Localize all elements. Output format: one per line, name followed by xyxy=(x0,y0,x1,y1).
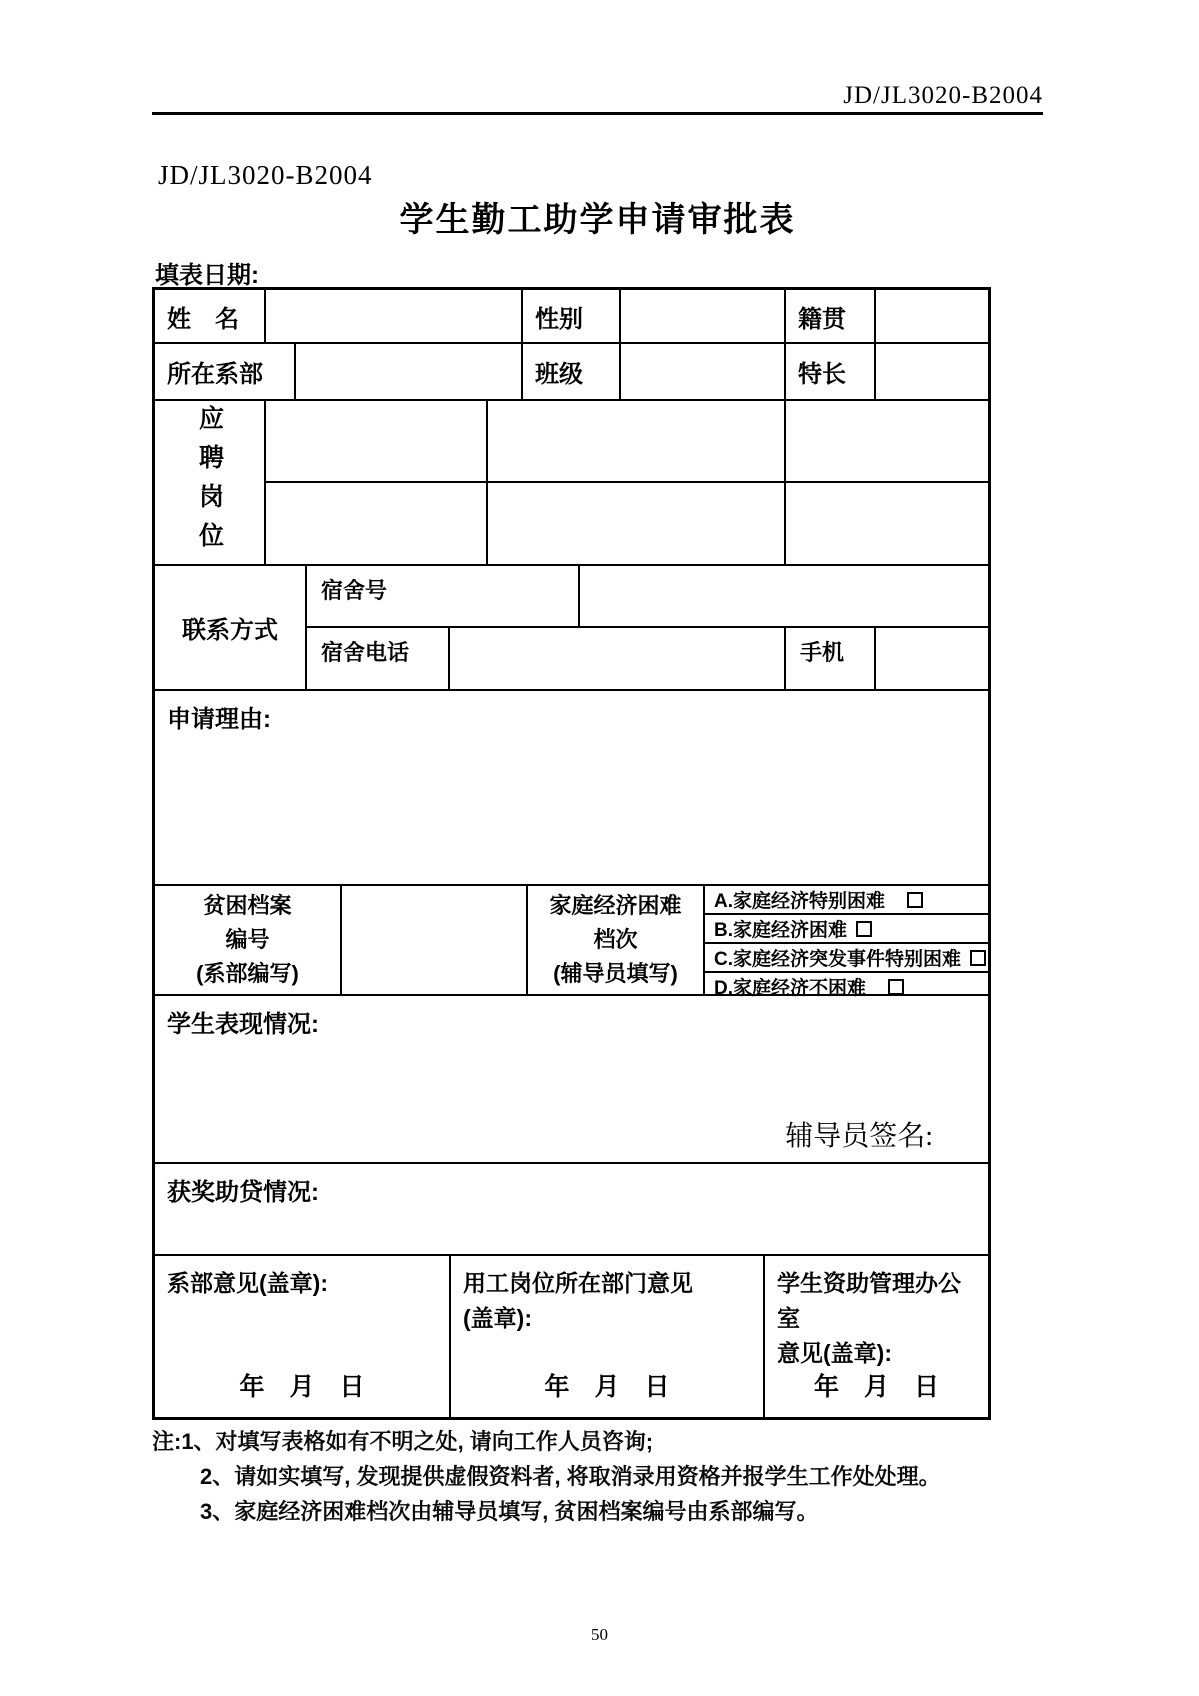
option-c-row xyxy=(705,944,988,973)
aid-office-opinion-cell xyxy=(765,1256,988,1417)
option-c-label: C.家庭经济突发事件特别困难 xyxy=(714,949,962,970)
native-place-value-cell xyxy=(876,290,988,344)
name-label: 姓 名 xyxy=(155,290,266,344)
poverty-file-line1: 贫困档案 xyxy=(203,893,292,918)
aid-office-opinion-line2: 意见(盖章): xyxy=(777,1340,892,1366)
position-label-cell xyxy=(155,401,266,566)
poverty-file-value-cell xyxy=(342,886,528,996)
department-opinion-header xyxy=(155,1256,449,1301)
specialty-label: 特长 xyxy=(786,344,876,401)
option-b-row xyxy=(705,915,988,944)
department-opinion-cell xyxy=(155,1256,451,1417)
performance-cell xyxy=(155,996,988,1164)
note-line-3: 3、家庭经济困难档次由辅导员填写, 贫困档案编号由系部编写。 xyxy=(200,1499,819,1524)
class-label: 班级 xyxy=(523,344,621,401)
position-row1-cell2 xyxy=(488,401,786,483)
aid-office-opinion-line1: 学生资助管理办公室 xyxy=(777,1270,961,1331)
poverty-file-label-cell xyxy=(155,886,342,996)
difficulty-options-cell xyxy=(705,886,988,999)
mobile-value-cell xyxy=(876,628,988,691)
difficulty-level-label-cell xyxy=(528,886,705,996)
header-doc-code: JD/JL3020-B2004 xyxy=(843,82,1043,109)
dorm-phone-label: 宿舍电话 xyxy=(307,628,450,691)
difficulty-level-line1: 家庭经济困难 xyxy=(549,893,682,918)
class-value-cell xyxy=(621,344,786,401)
reason-label: 申请理由: xyxy=(167,706,271,733)
employer-opinion-line2: (盖章): xyxy=(463,1305,532,1331)
name-value-cell xyxy=(266,290,523,344)
aid-office-opinion-date: 年 月 日 xyxy=(813,1373,939,1401)
option-b-label: B.家庭经济困难 xyxy=(714,920,848,941)
option-a-checkbox-icon xyxy=(907,892,923,908)
department-opinion-line1: 系部意见(盖章): xyxy=(167,1270,328,1296)
doc-code: JD/JL3020-B2004 xyxy=(158,160,373,190)
option-a-row xyxy=(705,886,988,915)
department-value-cell xyxy=(296,344,523,401)
native-place-label: 籍贯 xyxy=(786,290,876,344)
note-line-1: 注:1、对填写表格如有不明之处, 请向工作人员咨询; xyxy=(152,1429,654,1454)
position-row2-cell1 xyxy=(266,483,488,566)
dorm-number-value-cell xyxy=(580,566,988,628)
gender-value-cell xyxy=(621,290,786,344)
fill-date-label: 填表日期: xyxy=(155,262,259,289)
performance-label: 学生表现情况: xyxy=(167,1011,319,1038)
position-row1-cell1 xyxy=(266,401,488,483)
department-opinion-date: 年 月 日 xyxy=(239,1373,365,1401)
counselor-sign-label: 辅导员签名: xyxy=(785,1121,933,1152)
option-c-checkbox-icon xyxy=(970,950,986,966)
footnotes xyxy=(152,1424,1012,1529)
option-d-label: D.家庭经济不困难 xyxy=(714,978,867,999)
page-number: 50 xyxy=(591,1625,608,1644)
form-title: 学生勤工助学申请审批表 xyxy=(399,201,796,239)
application-form-table xyxy=(152,287,991,1420)
reason-cell xyxy=(155,691,988,886)
position-row1-cell3 xyxy=(786,401,988,483)
option-d-checkbox-icon xyxy=(888,979,904,995)
position-row2-cell3 xyxy=(786,483,988,566)
dorm-phone-value-cell xyxy=(450,628,786,691)
option-b-checkbox-icon xyxy=(856,921,872,937)
employer-opinion-line1: 用工岗位所在部门意见 xyxy=(463,1270,693,1296)
note-line-2: 2、请如实填写, 发现提供虚假资料者, 将取消录用资格并报学生工作处处理。 xyxy=(200,1464,941,1489)
position-row2-cell2 xyxy=(488,483,786,566)
aid-office-opinion-header xyxy=(765,1256,988,1371)
option-a-label: A.家庭经济特别困难 xyxy=(714,891,886,912)
employer-opinion-date: 年 月 日 xyxy=(544,1373,670,1401)
awards-label: 获奖助贷情况: xyxy=(167,1179,319,1206)
gender-label: 性别 xyxy=(523,290,621,344)
department-label: 所在系部 xyxy=(155,344,296,401)
poverty-file-line2: 编号 xyxy=(225,927,270,952)
horizontal-rule xyxy=(152,112,1043,115)
specialty-value-cell xyxy=(876,344,988,401)
poverty-file-line3: (系部编写) xyxy=(196,961,299,986)
employer-opinion-header xyxy=(451,1256,763,1336)
awards-cell xyxy=(155,1164,988,1256)
contact-label: 联系方式 xyxy=(155,566,307,691)
dorm-number-label: 宿舍号 xyxy=(307,566,580,628)
employer-opinion-cell xyxy=(451,1256,765,1417)
difficulty-level-line3: (辅导员填写) xyxy=(553,961,678,986)
difficulty-level-line2: 档次 xyxy=(593,927,638,952)
position-label: 应聘岗位 xyxy=(195,404,224,561)
mobile-label: 手机 xyxy=(786,628,876,691)
